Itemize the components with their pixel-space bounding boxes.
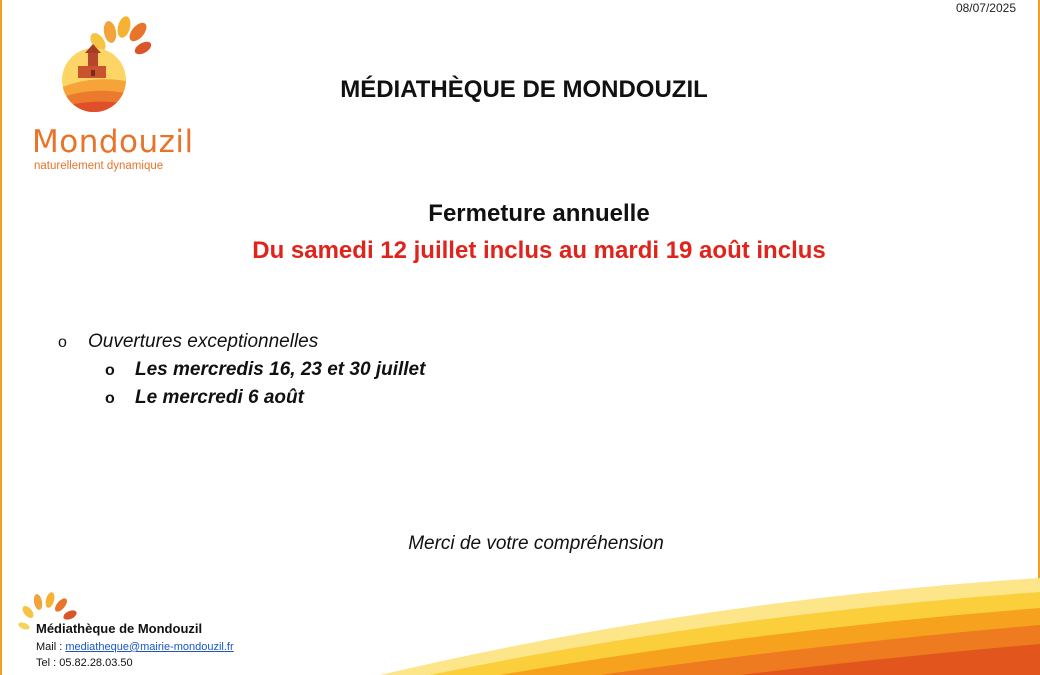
email-link[interactable]: mediatheque@mairie-mondouzil.fr <box>65 641 234 653</box>
logo-title: Mondouzil <box>32 124 194 160</box>
footer-tel: Tel : 05.82.28.03.50 <box>36 657 133 669</box>
logo-tagline: naturellement dynamique <box>34 160 164 172</box>
opening-date: Les mercredis 16, 23 et 30 juillet <box>135 359 426 380</box>
closure-title: Fermeture annuelle <box>428 200 650 227</box>
list-item <box>58 387 425 415</box>
bullet: o <box>105 362 115 379</box>
list-item <box>58 359 425 387</box>
footer-mail <box>36 641 234 653</box>
page-title: MÉDIATHÈQUE DE MONDOUZIL <box>340 76 708 103</box>
closure-dates: Du samedi 12 juillet inclus au mardi 19 août inclus <box>252 237 826 264</box>
opening-date: Le mercredi 6 août <box>135 387 304 408</box>
document-date: 08/07/2025 <box>955 1 1016 15</box>
bullet: o <box>58 334 67 351</box>
thanks-message: Merci de votre compréhension <box>408 533 664 554</box>
footer-mail-label: Mail : <box>36 641 66 653</box>
openings-list <box>58 331 425 415</box>
list-item <box>58 331 425 359</box>
openings-label: Ouvertures exceptionnelles <box>88 331 319 352</box>
footer-org-name: Médiathèque de Mondouzil <box>36 621 203 636</box>
bullet: o <box>105 390 115 407</box>
